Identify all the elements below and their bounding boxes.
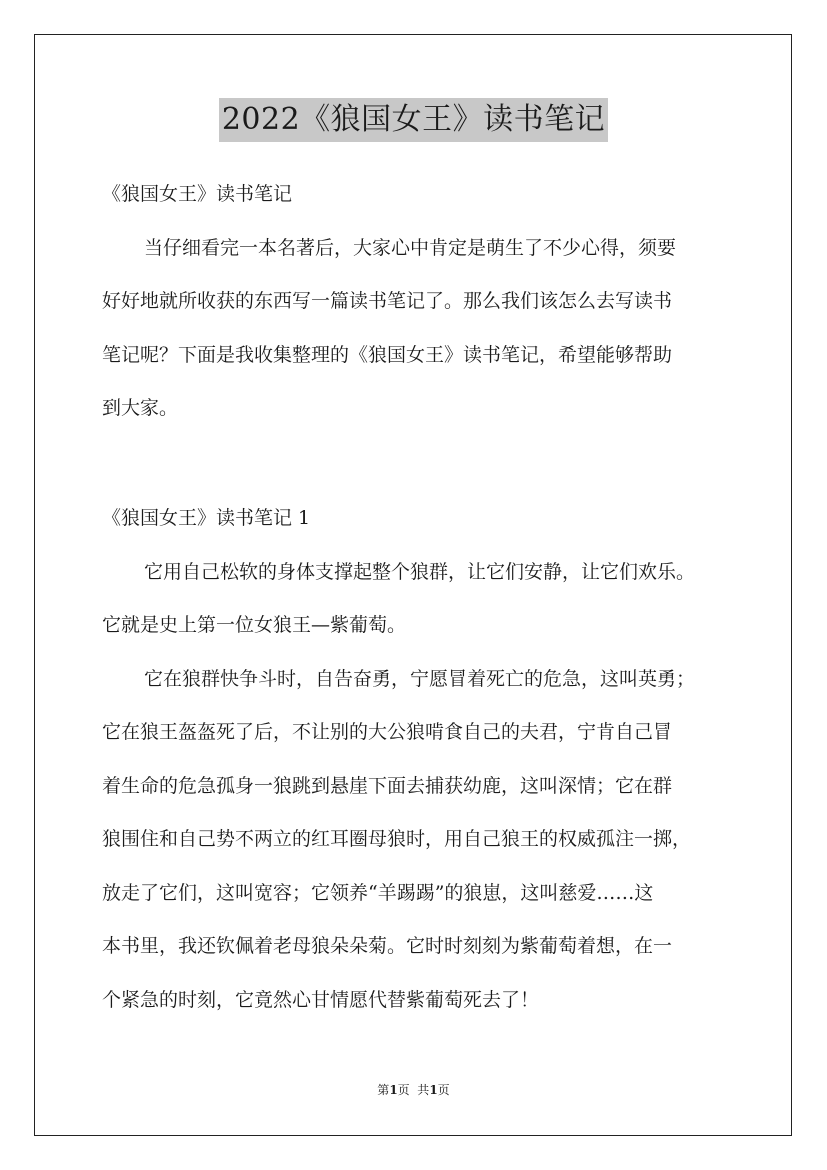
footer-mid: 页 共	[397, 1083, 430, 1097]
paragraph-line: 个紧急的时刻，它竟然心甘情愿代替紫葡萄死去了！	[102, 989, 540, 1011]
paragraph-line: 着生命的危急孤身一狼跳到悬崖下面去捕获幼鹿，这叫深情；它在群	[102, 775, 673, 797]
total-pages: 1	[429, 1083, 438, 1097]
paragraph-line: 它在狼王盔盔死了后，不让别的大公狼啃食自己的夫君，宁肯自己冒	[102, 721, 673, 743]
paragraph-line: 它在狼群快争斗时，自告奋勇，宁愿冒着死亡的危急，这叫英勇；	[144, 668, 696, 690]
intro-heading: 《狼国女王》读书笔记	[102, 183, 293, 205]
section-heading: 《狼国女王》读书笔记 1	[102, 507, 311, 529]
paragraph-line: 本书里，我还钦佩着老母狼朵朵菊。它时时刻刻为紫葡萄着想，在一	[102, 935, 673, 957]
title-container	[0, 98, 827, 142]
footer-suffix: 页	[437, 1083, 450, 1097]
intro-line: 当仔细看完一本名著后，大家心中肯定是萌生了不少心得，须要	[144, 237, 677, 259]
page-number: 1	[389, 1083, 398, 1097]
paragraph-line: 放走了它们，这叫宽容；它领养“羊踢踢”的狼崽，这叫慈爱……这	[102, 882, 654, 904]
paragraph-line: 狼围住和自己势不两立的红耳圈母狼时，用自己狼王的权威孤注一掷，	[102, 828, 692, 850]
intro-line: 好好地就所收获的东西写一篇读书笔记了。那么我们该怎么去写读书	[102, 290, 673, 312]
paragraph-line: 它就是史上第一位女狼王—紫葡萄。	[102, 614, 407, 636]
paragraph-line: 它用自己松软的身体支撑起整个狼群，让它们安静，让它们欢乐。	[144, 561, 696, 583]
page-footer	[0, 1082, 827, 1098]
intro-line: 到大家。	[102, 397, 179, 419]
intro-line: 笔记呢？下面是我收集整理的《狼国女王》读书笔记，希望能够帮助	[102, 344, 673, 366]
document-title: 2022《狼国女王》读书笔记	[219, 98, 608, 142]
footer-prefix: 第	[377, 1083, 390, 1097]
